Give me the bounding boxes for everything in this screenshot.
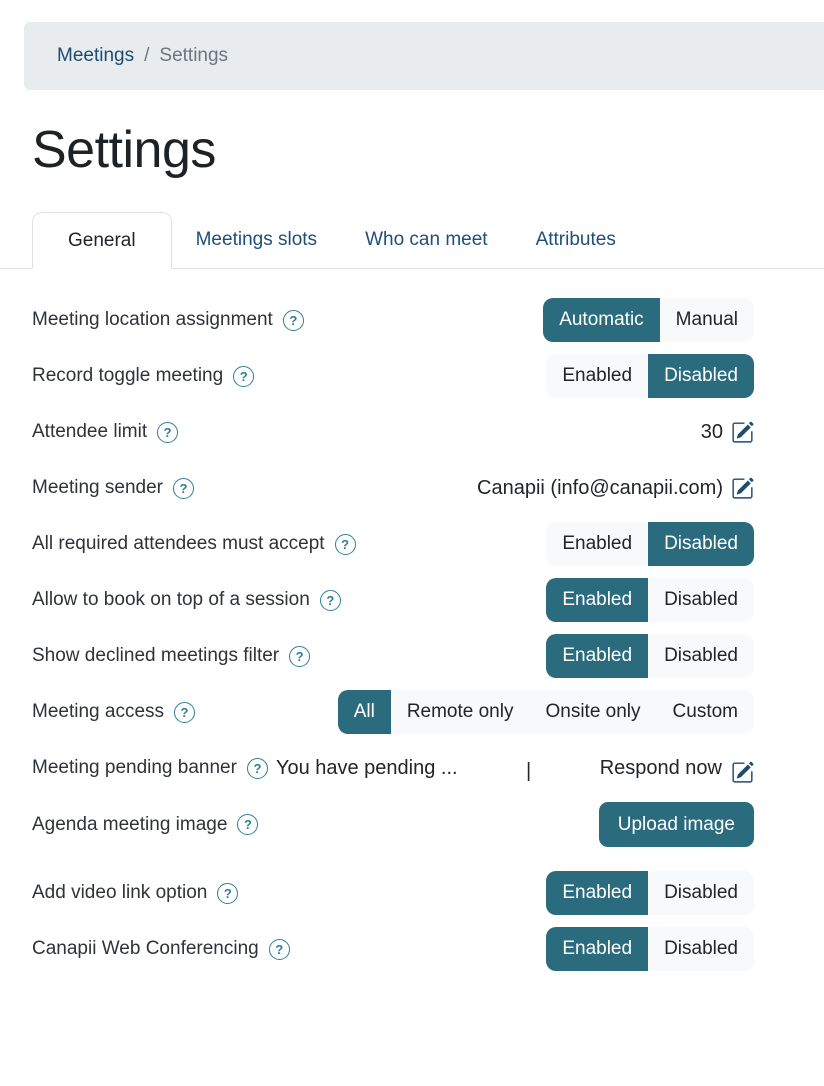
upload-image-button[interactable]: Upload image <box>599 802 754 847</box>
segment-option-remote-only[interactable]: Remote only <box>391 690 530 734</box>
tab-bar <box>0 212 824 269</box>
segment-option-disabled[interactable]: Disabled <box>648 354 754 398</box>
required-attendees-segment <box>546 522 754 566</box>
pending-banner-action-text: Respond now <box>599 756 722 779</box>
row-record-toggle-meeting <box>32 354 754 398</box>
segment-option-disabled[interactable]: Disabled <box>648 522 754 566</box>
help-icon[interactable]: ? <box>174 702 195 723</box>
page-title: Settings <box>32 121 216 179</box>
segment-option-enabled[interactable]: Enabled <box>546 871 648 915</box>
pending-banner-separator: | <box>526 759 532 782</box>
help-icon[interactable]: ? <box>335 534 356 555</box>
help-icon[interactable]: ? <box>217 883 238 904</box>
setting-label: Allow to book on top of a session <box>32 589 310 610</box>
help-icon[interactable]: ? <box>173 478 194 499</box>
row-attendee-limit <box>32 410 754 454</box>
record-toggle-segment <box>546 354 754 398</box>
pending-banner-value <box>276 757 754 780</box>
segment-option-disabled[interactable]: Disabled <box>648 871 754 915</box>
segment-option-enabled[interactable]: Enabled <box>546 578 648 622</box>
setting-label: Meeting access <box>32 701 165 722</box>
setting-label: Canapii Web Conferencing <box>32 938 259 959</box>
help-icon[interactable]: ? <box>283 310 304 331</box>
row-meeting-sender <box>32 466 754 510</box>
meeting-access-segment <box>338 690 754 734</box>
tab-general[interactable]: General <box>32 212 172 269</box>
settings-page <box>0 22 824 971</box>
pending-banner-preview-text: You have pending ... <box>275 756 458 779</box>
row-agenda-meeting-image <box>32 802 754 847</box>
breadcrumb-separator: / <box>144 45 150 66</box>
pending-banner-edit-button[interactable] <box>731 761 754 784</box>
breadcrumb-link-meetings[interactable]: Meetings <box>57 45 135 66</box>
video-link-segment <box>546 871 754 915</box>
breadcrumb-current: Settings <box>159 45 229 66</box>
setting-label: Record toggle meeting <box>32 365 224 386</box>
setting-label: All required attendees must accept <box>32 533 325 554</box>
segment-option-automatic[interactable]: Automatic <box>543 298 659 342</box>
web-conferencing-segment <box>546 927 754 971</box>
pencil-square-icon <box>731 477 754 500</box>
meeting-location-segment <box>543 298 754 342</box>
segment-option-disabled[interactable]: Disabled <box>648 927 754 971</box>
segment-option-all[interactable]: All <box>338 690 391 734</box>
segment-option-enabled[interactable]: Enabled <box>546 927 648 971</box>
declined-filter-segment <box>546 634 754 678</box>
segment-option-disabled[interactable]: Disabled <box>648 634 754 678</box>
row-meeting-pending-banner <box>32 746 754 790</box>
help-icon[interactable]: ? <box>320 590 341 611</box>
segment-option-enabled[interactable]: Enabled <box>546 634 648 678</box>
setting-label: Agenda meeting image <box>32 813 228 835</box>
segment-option-manual[interactable]: Manual <box>660 298 754 342</box>
segment-option-enabled[interactable]: Enabled <box>546 354 648 398</box>
attendee-limit-value: 30 <box>700 420 723 443</box>
setting-label: Add video link option <box>32 882 208 903</box>
row-show-declined-meetings-filter <box>32 634 754 678</box>
help-icon[interactable]: ? <box>269 939 290 960</box>
book-on-top-segment <box>546 578 754 622</box>
help-icon[interactable]: ? <box>247 758 268 779</box>
segment-option-custom[interactable]: Custom <box>657 690 754 734</box>
row-meeting-location-assignment <box>32 298 754 342</box>
help-icon[interactable]: ? <box>289 646 310 667</box>
row-all-required-attendees-must-accept <box>32 522 754 566</box>
help-icon[interactable]: ? <box>237 814 258 835</box>
pencil-square-icon <box>731 761 754 784</box>
segment-option-onsite-only[interactable]: Onsite only <box>529 690 656 734</box>
settings-rows <box>32 298 754 971</box>
row-meeting-access <box>32 690 754 734</box>
segment-option-enabled[interactable]: Enabled <box>546 522 648 566</box>
meeting-sender-edit-button[interactable] <box>731 477 754 500</box>
pencil-square-icon <box>731 421 754 444</box>
row-add-video-link-option <box>32 871 754 915</box>
tab-who-can-meet[interactable]: Who can meet <box>341 212 512 268</box>
help-icon[interactable]: ? <box>157 422 178 443</box>
setting-label: Meeting sender <box>32 477 163 498</box>
setting-label: Meeting pending banner <box>32 757 237 778</box>
attendee-limit-edit-button[interactable] <box>731 421 754 444</box>
row-allow-book-on-top-of-session <box>32 578 754 622</box>
setting-label: Attendee limit <box>32 421 148 442</box>
tab-attributes[interactable]: Attributes <box>512 212 640 268</box>
row-canapii-web-conferencing <box>32 927 754 971</box>
breadcrumb <box>24 22 824 90</box>
segment-option-disabled[interactable]: Disabled <box>648 578 754 622</box>
tab-meetings-slots[interactable]: Meetings slots <box>172 212 341 268</box>
setting-label: Meeting location assignment <box>32 309 273 330</box>
setting-label: Show declined meetings filter <box>32 645 280 666</box>
meeting-sender-value: Canapii (info@canapii.com) <box>477 476 723 499</box>
help-icon[interactable]: ? <box>233 366 254 387</box>
